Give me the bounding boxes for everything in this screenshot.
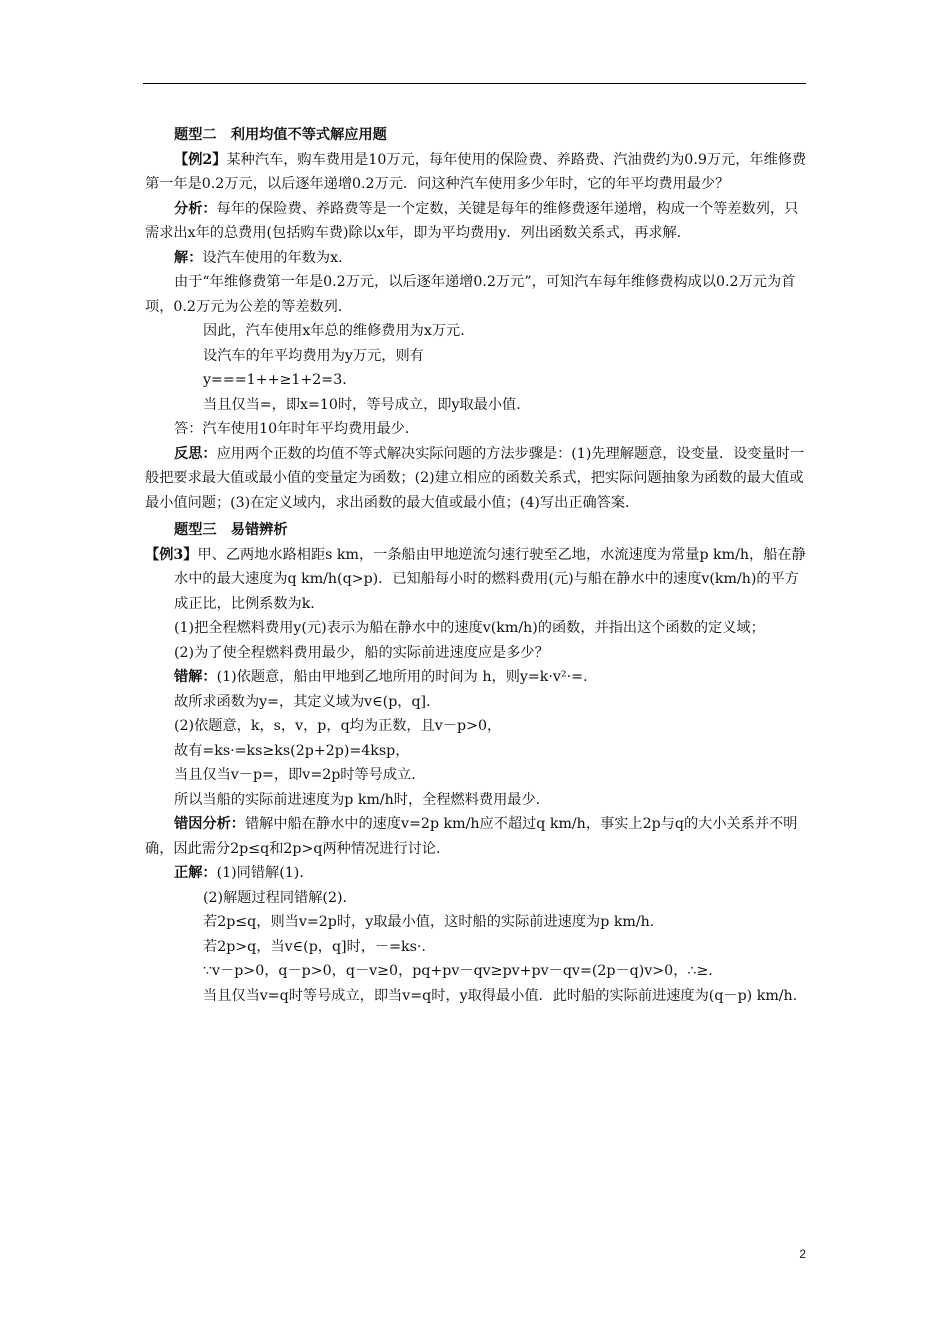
correct-solution-line-4: 若2p>q，当v∈(p，q]时，－=ks·. <box>203 938 426 955</box>
wrong-solution-line-3: (2)依题意，k，s，v，p，q均为正数，且v－p>0， <box>174 718 502 734</box>
header-rule <box>143 83 806 84</box>
solution-line-6: 当且仅当=，即x=10时，等号成立，即y取最小值． <box>203 396 531 413</box>
example3-text: 甲、乙两地水路相距s km，一条船由甲地逆流匀速行驶至乙地，水流速度为常量p km/h，船在静水中的最大速度为q km/h(q>p)．已知船每小时的燃料费用(元)与船在静水中的速度v(km/h)的平方成正比，比例系数为k. <box>174 546 806 612</box>
wrong-solution-text-1: (1)依题意，船由甲地到乙地所用的时间为 h，则y=k·v²·=. <box>216 669 588 685</box>
answer-line: 答：汽车使用10年时年平均费用最少． <box>174 421 420 437</box>
wrong-solution-label: 错解： <box>174 669 217 685</box>
error-cause-text: 错解中船在静水中的速度v=2p km/h应不超过q km/h，事实上2p与q的大小关系并不明确，因此需分2p≤q和2p>q两种情况进行讨论． <box>145 816 798 857</box>
error-cause-label: 错因分析： <box>174 816 245 832</box>
reflection-text: 应用两个正数的均值不等式解决实际问题的方法步骤是：(1)先理解题意，设变量．设变量时一般把要求最大值或最小值的变量定为函数；(2)建立相应的函数关系式，把实际问题抽象为函数的最大值或最小值问题；(3)在定义域内，求出函数的最大值或最小值；(4)写出正确答案． <box>145 445 805 511</box>
correct-solution-line-1 <box>145 861 807 886</box>
section3-title: 题型三 易错辨析 <box>174 522 288 538</box>
solution-line-2: 由于“年维修费第一年是0.2万元，以后逐年递增0.2万元”，可知汽车每年维修费构成以0.2万元为首项，0.2万元为公差的等差数列． <box>145 274 796 315</box>
wrong-solution-line-2: 故所求函数为y=，其定义域为v∈(p，q]． <box>174 693 441 710</box>
solution-text-1: 设汽车使用的年数为x. <box>202 249 343 266</box>
correct-solution-line-6: 当且仅当v=q时等号成立，即当v=q时，y取得最小值．此时船的实际前进速度为(q－p) km/h. <box>203 987 798 1004</box>
reflection <box>145 442 807 516</box>
reflection-label: 反思： <box>174 445 217 462</box>
correct-solution-line-5: ∵v－p>0，q－p>0，q－v≥0，pq+pv－qv≥pv+pv－qv=(2p－q)v>0，∴≥. <box>203 963 713 979</box>
wrong-solution-line-5: 当且仅当v－p=，即v=2p时等号成立． <box>174 767 426 783</box>
correct-solution-line-3: 若2p≤q，则当v=2p时，y取最小值，这时船的实际前进速度为p km/h. <box>203 914 655 930</box>
example3 <box>145 543 807 617</box>
analysis <box>145 197 807 246</box>
correct-solution-label: 正解： <box>174 865 217 881</box>
correct-solution-text-1: (1)同错解(1)． <box>216 865 314 881</box>
solution-line-1 <box>145 246 807 271</box>
example3-question-1: (1)把全程燃料费用y(元)表示为船在静水中的速度v(km/h)的函数，并指出这个函数的定义域； <box>174 620 765 636</box>
correct-solution-line-2: (2)解题过程同错解(2)． <box>203 889 357 906</box>
document-body <box>145 120 807 1008</box>
section2-title: 题型二 利用均值不等式解应用题 <box>174 127 387 143</box>
solution-line-5: y===1++≥1+2=3. <box>203 372 347 388</box>
wrong-solution-line-6: 所以当船的实际前进速度为p km/h时，全程燃料费用最少． <box>174 791 550 808</box>
error-cause <box>145 812 807 861</box>
page-number: 2 <box>799 1247 806 1261</box>
solution-line-3: 因此，汽车使用x年总的维修费用为x万元． <box>203 323 475 339</box>
example2 <box>145 148 807 197</box>
wrong-solution-line-4: 故有=ks·=ks≥ks(2p+2p)=4ksp， <box>174 742 410 759</box>
example3-label: 【例3】 <box>145 546 198 563</box>
analysis-label: 分析： <box>174 200 217 217</box>
example3-question-2: (2)为了使全程燃料费用最少，船的实际前进速度应是多少？ <box>174 644 549 661</box>
wrong-solution-line-1 <box>145 665 807 690</box>
example2-text: 某种汽车，购车费用是10万元，每年使用的保险费、养路费、汽油费约为0.9万元，年维修费第一年是0.2万元，以后逐年递增0.2万元．问这种汽车使用多少年时，它的年平均费用最少？ <box>145 151 807 192</box>
solution-line-4: 设汽车的年平均费用为y万元，则有 <box>203 347 424 364</box>
example2-label: 【例2】 <box>174 151 227 168</box>
analysis-text: 每年的保险费、养路费等是一个定数，关键是每年的维修费逐年递增，构成一个等差数列，只需求出x年的总费用(包括购车费)除以x年，即为平均费用y．列出函数关系式，再求解． <box>145 200 799 241</box>
solution-label: 解： <box>174 249 203 266</box>
